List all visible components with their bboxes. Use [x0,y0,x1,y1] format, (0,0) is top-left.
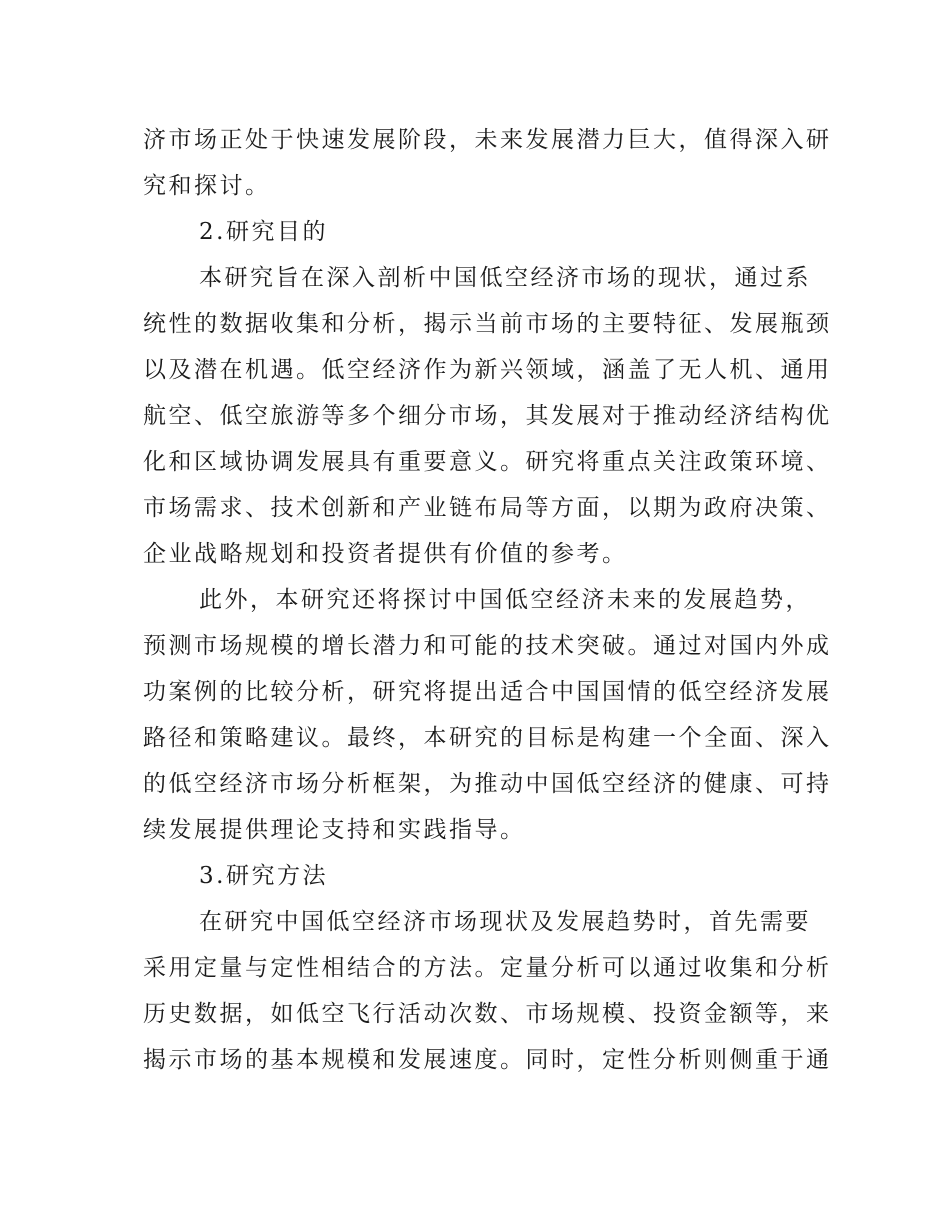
section-heading-research-method: 3.研究方法 [199,863,328,889]
body-text-line: 揭示市场的基本规模和发展速度。同时，定性分析则侧重于通 [143,1047,832,1073]
body-text-line: 采用定量与定性相结合的方法。定量分析可以通过收集和分析 [143,955,832,981]
body-text-line: 历史数据，如低空飞行活动次数、市场规模、投资金额等，来 [143,1001,832,1027]
body-text-line: 企业战略规划和投资者提供有价值的参考。 [143,541,628,567]
body-text-line: 化和区域协调发展具有重要意义。研究将重点关注政策环境、 [143,449,832,475]
body-text-line: 统性的数据收集和分析，揭示当前市场的主要特征、发展瓶颈 [143,311,832,337]
body-text-line: 功案例的比较分析，研究将提出适合中国国情的低空经济发展 [143,679,832,705]
body-text-line: 济市场正处于快速发展阶段，未来发展潜力巨大，值得深入研 [143,127,832,153]
paragraph-first-line: 在研究中国低空经济市场现状及发展趋势时，首先需要 [199,909,811,935]
body-text-line: 以及潜在机遇。低空经济作为新兴领域，涵盖了无人机、通用 [143,357,832,383]
body-text-line: 究和探讨。 [143,173,271,199]
body-text-line: 的低空经济市场分析框架，为推动中国低空经济的健康、可持 [143,771,832,797]
body-text-line: 续发展提供理论支持和实践指导。 [143,817,526,843]
paragraph-first-line: 此外，本研究还将探讨中国低空经济未来的发展趋势， [199,587,811,613]
body-text-line: 市场需求、技术创新和产业链布局等方面，以期为政府决策、 [143,495,832,521]
section-heading-research-purpose: 2.研究目的 [199,219,328,245]
body-text-line: 路径和策略建议。最终，本研究的目标是构建一个全面、深入 [143,725,832,751]
paragraph-first-line: 本研究旨在深入剖析中国低空经济市场的现状，通过系 [199,265,811,291]
body-text-line: 预测市场规模的增长潜力和可能的技术突破。通过对国内外成 [143,633,832,659]
body-text-line: 航空、低空旅游等多个细分市场，其发展对于推动经济结构优 [143,403,832,429]
